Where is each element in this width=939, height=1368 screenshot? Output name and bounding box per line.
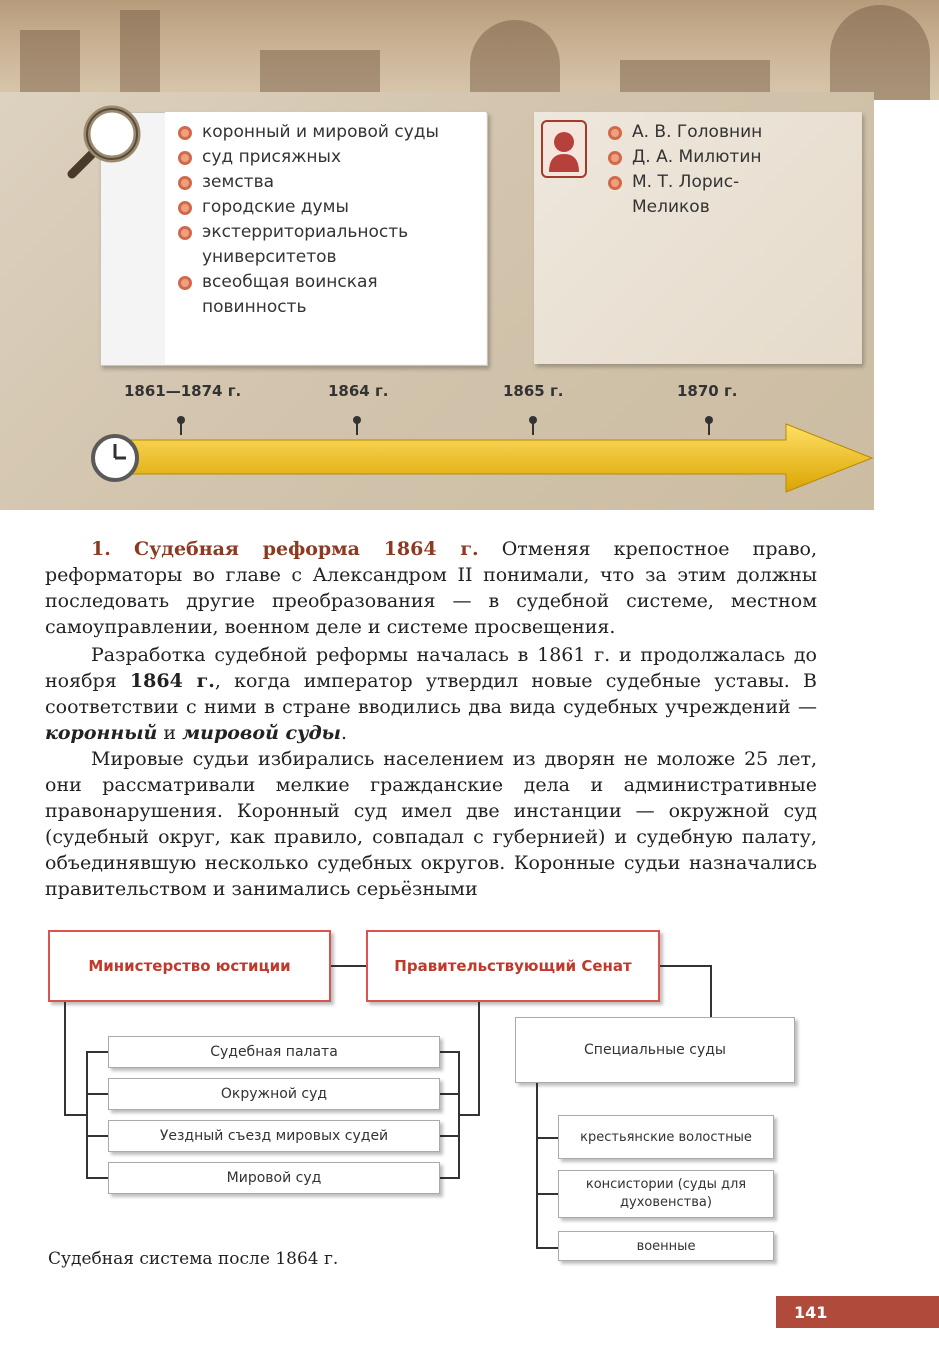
paragraph-text: . — [341, 722, 348, 744]
connector-line — [440, 1051, 460, 1053]
connector-line — [64, 1114, 88, 1116]
list-item: А. В. Головнин — [605, 120, 845, 145]
special-court-box: крестьянские волостные — [558, 1115, 774, 1159]
bold-year: 1864 г. — [129, 670, 215, 692]
paragraph: Мировые судьи избирались населением из дворян не моложе 25 лет, они рассматривали мелкие гражданские дела и административные правонарушения. Коронный суд имел две инстанции — окружной суд (судебный округ, как правило, совпадал с губернией) и судебную палату, объединявшую несколько судебных округов. Коронные судьи назначались правительством и занимались серьёзными — [45, 748, 817, 900]
connector-line — [440, 1093, 460, 1095]
paragraph — [45, 536, 817, 640]
paragraph-text: Отменяя крепостное право, реформаторы во главе с Александром II понимали, что за этим должны последовать другие преобразования — в судебной системе, местном самоуправлении, военном деле и системе просвещения. — [45, 538, 817, 638]
connector-line — [86, 1051, 88, 1179]
header-banner-image — [0, 0, 939, 100]
connector-line — [536, 1247, 558, 1249]
list-item: суд присяжных — [175, 145, 475, 170]
list-item: коронный и мировой суды — [175, 120, 475, 145]
list-item: Д. А. Милютин — [605, 145, 845, 170]
timeline-year: 1861—1874 г. — [124, 382, 242, 400]
connector-line — [478, 1002, 480, 1116]
court-box: Окружной суд — [108, 1078, 440, 1110]
page-number: 141 — [776, 1296, 939, 1328]
banner-building-shape — [20, 30, 80, 100]
banner-building-shape — [120, 10, 160, 100]
section-heading: Судебная реформа 1864 г. — [134, 538, 479, 560]
list-item: всеобщая воинская повинность — [175, 270, 475, 320]
term-emphasis: мировой суды — [182, 722, 341, 744]
list-item: М. Т. Лорис-Меликов — [605, 170, 772, 220]
magnifier-icon — [66, 100, 146, 180]
connector-line — [86, 1135, 108, 1137]
connector-line — [458, 1114, 480, 1116]
list-item: экстерриториальность университетов — [175, 220, 475, 270]
paragraph — [45, 642, 817, 746]
connector-line — [660, 965, 712, 967]
connector-line — [86, 1093, 108, 1095]
court-box: Судебная палата — [108, 1036, 440, 1068]
special-courts-box: Специальные суды — [515, 1017, 795, 1083]
connector-line — [458, 1051, 460, 1179]
timeline-year: 1865 г. — [503, 382, 564, 400]
connector-line — [331, 965, 366, 967]
special-court-box: военные — [558, 1231, 774, 1261]
court-box: Мировой суд — [108, 1162, 440, 1194]
clock-icon — [90, 433, 140, 483]
paragraph-text: и — [157, 722, 183, 744]
court-box: Уездный съезд мировых судей — [108, 1120, 440, 1152]
connector-line — [440, 1135, 460, 1137]
banner-portrait-shape — [470, 20, 560, 100]
senate-box: Правительствующий Сенат — [366, 930, 660, 1002]
timeline-year: 1870 г. — [677, 382, 738, 400]
key-terms-list — [175, 120, 475, 320]
special-court-box: консистории (суды для духовенства) — [558, 1170, 774, 1218]
connector-line — [86, 1051, 108, 1053]
person-silhouette-icon — [541, 120, 587, 178]
connector-line — [64, 1002, 66, 1116]
diagram-caption: Судебная система после 1864 г. — [48, 1249, 339, 1269]
term-emphasis: коронный — [45, 722, 158, 744]
connector-line — [86, 1177, 108, 1179]
timeline-arrow — [96, 420, 876, 500]
connector-line — [710, 965, 712, 1017]
connector-line — [440, 1177, 460, 1179]
paragraph-text: , когда император утвердил новые судебные уставы. В соответствии с ними в стране вводились два вида судебных учреждений — — [45, 670, 817, 718]
ministry-of-justice-box: Министерство юстиции — [48, 930, 331, 1002]
list-item: земства — [175, 170, 475, 195]
paragraph-text: Разработка судебной реформы началась в 1861 г. и продолжалась до ноября — [45, 644, 817, 692]
list-item: городские думы — [175, 195, 475, 220]
section-number: 1. — [91, 538, 111, 560]
timeline-year: 1864 г. — [328, 382, 389, 400]
connector-line — [536, 1137, 558, 1139]
banner-portrait-shape — [830, 5, 930, 100]
key-people-list — [605, 120, 845, 220]
connector-line — [536, 1193, 558, 1195]
connector-line — [536, 1083, 538, 1249]
